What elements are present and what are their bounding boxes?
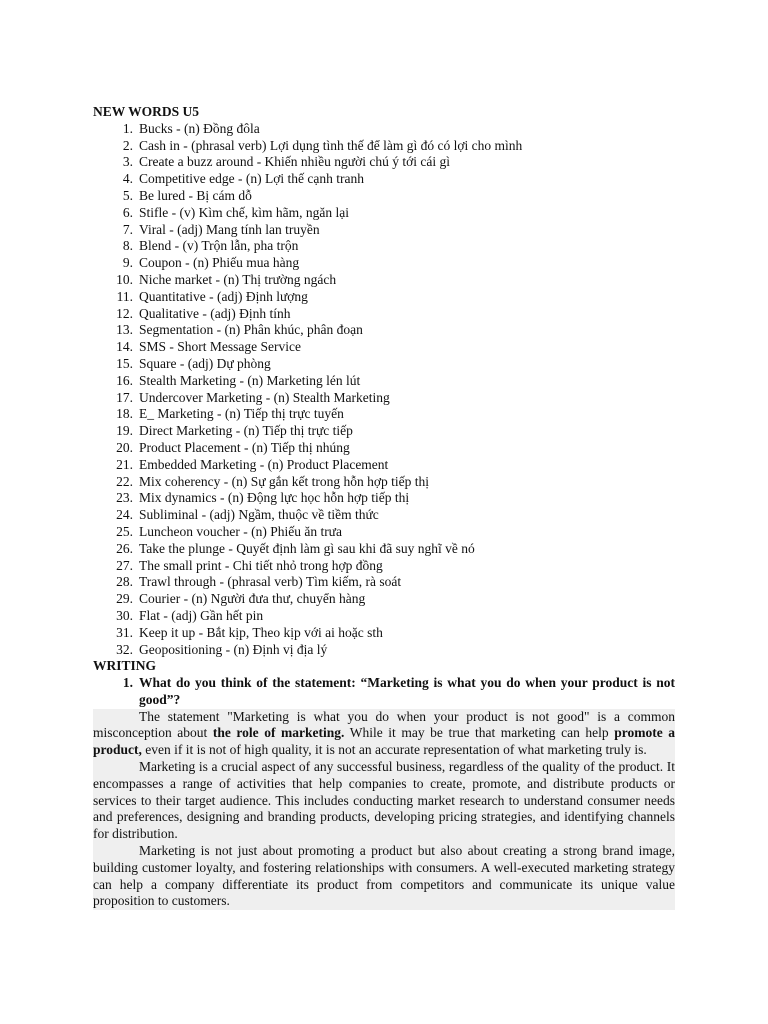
item-number: 17. xyxy=(116,389,133,405)
list-item xyxy=(93,222,675,239)
item-text: Square - (adj) Dự phòng xyxy=(139,355,271,371)
item-text: Qualitative - (adj) Định tính xyxy=(139,305,291,321)
answer-paragraph-2: Marketing is a crucial aspect of any successful business, regardless of the quality of the product. It encompasses a range of activities that help companies to create, promote, and distribute products or services to their target audience. This includes conducting market research to understand consumer needs and preferences, designing and branding products, developing pricing strategies, and identifying channels for distribution. xyxy=(93,759,675,842)
list-item xyxy=(93,440,675,457)
item-text: Stealth Marketing - (n) Marketing lén lút xyxy=(139,372,361,388)
item-number: 10. xyxy=(116,271,133,287)
item-text: Luncheon voucher - (n) Phiếu ăn trưa xyxy=(139,523,342,539)
item-number: 31. xyxy=(116,624,133,640)
list-item xyxy=(93,154,675,171)
document-page xyxy=(93,104,675,910)
list-item xyxy=(93,524,675,541)
list-item xyxy=(93,625,675,642)
item-text: Coupon - (n) Phiếu mua hàng xyxy=(139,255,300,271)
item-number: 7. xyxy=(122,221,133,237)
item-text: Stifle - (v) Kìm chế, kìm hãm, ngăn lại xyxy=(139,204,349,220)
item-text: Courier - (n) Người đưa thư, chuyển hàng xyxy=(139,591,366,607)
item-text: Viral - (adj) Mang tính lan truyền xyxy=(139,221,320,237)
list-item xyxy=(93,322,675,339)
list-item xyxy=(93,306,675,323)
list-item xyxy=(93,339,675,356)
item-text: Geopositioning - (n) Định vị địa lý xyxy=(139,641,328,657)
list-item xyxy=(93,171,675,188)
item-text: Undercover Marketing - (n) Stealth Marketing xyxy=(139,389,390,405)
list-item xyxy=(93,238,675,255)
bold-phrase: the role of marketing. xyxy=(212,725,345,741)
item-number: 19. xyxy=(116,423,133,439)
item-text: Take the plunge - Quyết định làm gì sau khi đã suy nghĩ về nó xyxy=(139,540,475,556)
item-number: 27. xyxy=(116,557,133,573)
item-text: Trawl through - (phrasal verb) Tìm kiếm, rà soát xyxy=(139,574,402,590)
item-text: Mix coherency - (n) Sự gắn kết trong hỗn hợp tiếp thị xyxy=(139,473,430,489)
question-text: What do you think of the statement: “Marketing is what you do when your product is not good”? xyxy=(139,675,675,707)
item-text: Niche market - (n) Thị trường ngách xyxy=(139,271,337,287)
item-text: SMS - Short Message Service xyxy=(139,339,301,355)
item-number: 21. xyxy=(116,456,133,472)
item-text: E_ Marketing - (n) Tiếp thị trực tuyến xyxy=(139,406,344,422)
question-number: 1. xyxy=(122,675,133,691)
list-item xyxy=(93,188,675,205)
answer-paragraph-1 xyxy=(93,709,675,759)
item-number: 26. xyxy=(116,540,133,556)
list-item xyxy=(93,457,675,474)
bold-phrase: promote a product, xyxy=(93,725,676,758)
item-text: Create a buzz around - Khiến nhiều người chú ý tới cái gì xyxy=(139,154,450,170)
item-text: Mix dynamics - (n) Động lực học hỗn hợp tiếp thị xyxy=(139,490,410,506)
item-text: Product Placement - (n) Tiếp thị nhúng xyxy=(139,439,350,455)
item-text: Subliminal - (adj) Ngầm, thuộc về tiềm thức xyxy=(139,507,379,523)
item-text: Keep it up - Bắt kịp, Theo kịp với ai hoặc sth xyxy=(139,624,383,640)
item-number: 13. xyxy=(116,322,133,338)
item-text: Segmentation - (n) Phân khúc, phân đoạn xyxy=(139,322,363,338)
list-item xyxy=(93,205,675,222)
item-text: Quantitative - (adj) Định lượng xyxy=(139,288,308,304)
item-number: 29. xyxy=(116,591,133,607)
list-item xyxy=(93,490,675,507)
item-number: 6. xyxy=(122,204,133,220)
list-item xyxy=(93,608,675,625)
item-text: Direct Marketing - (n) Tiếp thị trực tiếp xyxy=(139,423,353,439)
answer-paragraph-3: Marketing is not just about promoting a product but also about creating a strong brand image, building customer loyalty, and fostering relationships with consumers. A well-executed marketing strategy can help a company differentiate its product from competitors and communicate its unique value proposition to customers. xyxy=(93,843,675,909)
item-number: 32. xyxy=(116,641,133,657)
item-number: 4. xyxy=(122,171,133,187)
item-number: 12. xyxy=(116,305,133,321)
list-item xyxy=(93,356,675,373)
item-number: 23. xyxy=(116,490,133,506)
list-item xyxy=(93,642,675,659)
writing-heading: WRITING xyxy=(93,658,157,674)
writing-question xyxy=(93,675,675,709)
item-number: 5. xyxy=(122,187,133,203)
item-text: Competitive edge - (n) Lợi thế cạnh tranh xyxy=(139,171,364,187)
list-item xyxy=(93,373,675,390)
item-number: 3. xyxy=(122,154,133,170)
item-number: 15. xyxy=(116,355,133,371)
item-number: 11. xyxy=(116,288,133,304)
item-text: Bucks - (n) Đồng đôla xyxy=(139,120,260,136)
list-item xyxy=(93,406,675,423)
item-text: Be lured - Bị cám dỗ xyxy=(139,187,252,203)
item-number: 18. xyxy=(116,406,133,422)
item-number: 16. xyxy=(116,372,133,388)
item-number: 8. xyxy=(122,238,133,254)
item-number: 24. xyxy=(116,507,133,523)
vocab-heading: NEW WORDS U5 xyxy=(93,104,200,119)
item-number: 22. xyxy=(116,473,133,489)
para-text: even if it is not of high quality, it is not an accurate representation of what marketing truly is. xyxy=(141,742,647,758)
list-item xyxy=(93,121,675,138)
para-text: The statement "Marketing is what you do when your product is not good" is a common misconception about xyxy=(93,708,675,741)
list-item xyxy=(93,591,675,608)
item-number: 1. xyxy=(122,120,133,136)
item-number: 30. xyxy=(116,607,133,623)
item-number: 9. xyxy=(122,255,133,271)
list-item xyxy=(93,289,675,306)
item-number: 2. xyxy=(122,137,133,153)
item-number: 20. xyxy=(116,439,133,455)
list-item xyxy=(93,474,675,491)
item-number: 25. xyxy=(116,523,133,539)
list-item xyxy=(93,255,675,272)
item-text: Embedded Marketing - (n) Product Placement xyxy=(139,456,389,472)
item-text: Flat - (adj) Gần hết pin xyxy=(139,607,264,623)
list-item xyxy=(93,138,675,155)
item-number: 14. xyxy=(116,339,133,355)
list-item xyxy=(93,272,675,289)
item-text: Cash in - (phrasal verb) Lợi dụng tình thế để làm gì đó có lợi cho mình xyxy=(139,137,523,153)
para-text: While it may be true that marketing can help xyxy=(344,725,615,741)
item-text: Blend - (v) Trộn lẫn, pha trộn xyxy=(139,238,299,254)
list-item xyxy=(93,558,675,575)
item-text: The small print - Chi tiết nhỏ trong hợp đồng xyxy=(139,557,383,573)
list-item xyxy=(93,423,675,440)
list-item xyxy=(93,390,675,407)
list-item xyxy=(93,574,675,591)
list-item xyxy=(93,541,675,558)
item-number: 28. xyxy=(116,574,133,590)
vocab-list xyxy=(93,121,675,659)
list-item xyxy=(93,507,675,524)
